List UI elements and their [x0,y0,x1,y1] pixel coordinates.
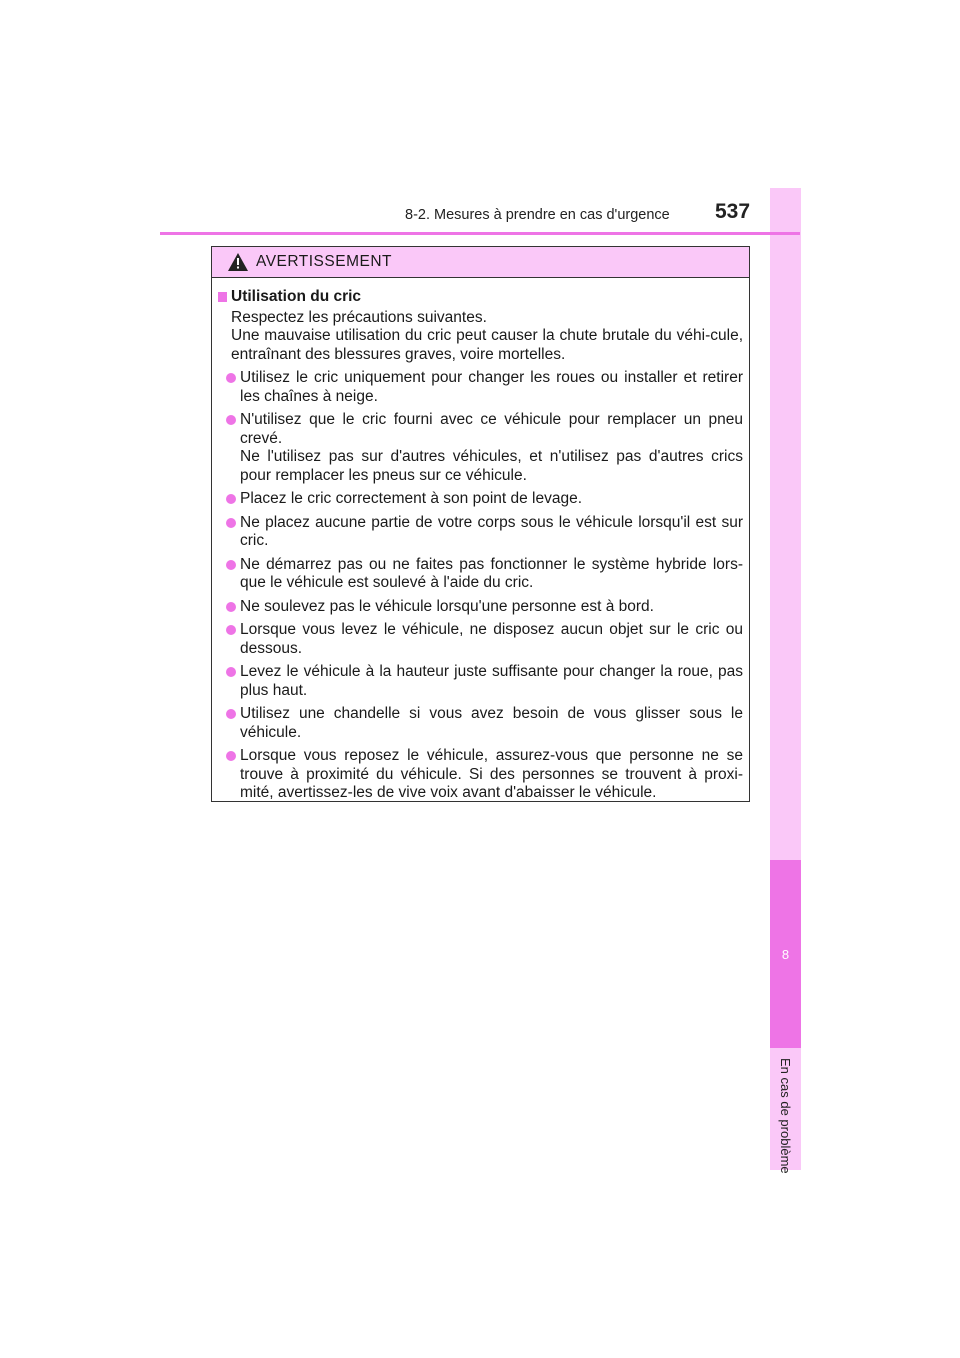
header-section-title: 8-2. Mesures à prendre en cas d'urgence [405,207,670,223]
warning-intro-line: Respectez les précautions suivantes. [231,308,487,326]
warning-subheading-text: Utilisation du cric [231,288,362,305]
warning-body [212,278,749,803]
warning-subheading [218,288,743,307]
list-item-paragraph: Ne soulevez pas le véhicule lorsqu'une personne est à bord. [240,597,654,615]
circle-bullet-icon [226,415,236,425]
list-item-paragraph: Utilisez une chandelle si vous avez besoin de vous glisser sous le véhicule. [240,705,743,741]
list-item [218,514,743,551]
circle-bullet-icon [226,560,236,570]
list-item-text [240,369,743,406]
warning-intro [218,309,743,365]
chapter-label: En cas de problème [778,1058,793,1174]
warning-bullet-list [218,369,743,803]
square-bullet-icon [218,292,227,302]
warning-box [211,246,750,802]
list-item [218,369,743,406]
warning-triangle-icon [228,253,248,271]
list-item [218,663,743,700]
warning-intro-line: Une mauvaise utilisation du cric peut causer la chute brutale du véhi-cule, entraînant des blessures graves, voire mortelles. [231,327,743,363]
header-rule [160,232,800,235]
list-item-paragraph: Lorsque vous levez le véhicule, ne disposez aucun objet sur le cric ou dessous. [240,621,743,657]
list-item [218,411,743,485]
list-item-text [240,514,743,551]
circle-bullet-icon [226,518,236,528]
list-item-text [240,411,743,485]
list-item-paragraph: Ne l'utilisez pas sur d'autres véhicules, et n'utilisez pas d'autres crics pour remplacer les pneus sur ce véhicule. [240,448,743,484]
list-item-text [240,490,743,509]
list-item-paragraph: N'utilisez que le cric fourni avec ce véhicule pour remplacer un pneu crevé. [240,411,743,447]
list-item-paragraph: Placez le cric correctement à son point de levage. [240,490,583,507]
list-item-paragraph: Ne démarrez pas ou ne faites pas fonctionner le système hybride lors-que le véhicule est soulevé à l'aide du cric. [240,555,743,591]
list-item-text [240,556,743,593]
list-item [218,621,743,658]
list-item [218,747,743,803]
circle-bullet-icon [226,602,236,612]
warning-header [212,247,749,278]
list-item-paragraph: Levez le véhicule à la hauteur juste suffisante pour changer la roue, pas plus haut. [240,663,743,699]
circle-bullet-icon [226,751,236,761]
page-number: 537 [715,200,751,223]
circle-bullet-icon [226,667,236,677]
list-item-text [240,621,743,658]
chapter-number: 8 [770,860,801,1048]
list-item [218,556,743,593]
list-item-text [240,747,743,803]
list-item-paragraph: Utilisez le cric uniquement pour changer les roues ou installer et retirer les chaînes à neige. [240,369,743,405]
list-item-paragraph: Ne placez aucune partie de votre corps sous le véhicule lorsqu'il est sur cric. [240,513,743,549]
list-item [218,705,743,742]
list-item-paragraph: Lorsque vous reposez le véhicule, assurez-vous que personne ne se trouve à proximité du véhicule. Si des personnes se trouvent à proxi-mité, avertissez-les de vive voix avant d'abaisser le véhicule. [240,747,743,801]
list-item-text [240,663,743,700]
circle-bullet-icon [226,625,236,635]
list-item-text [240,598,743,617]
circle-bullet-icon [226,709,236,719]
list-item-text [240,705,743,742]
warning-title: AVERTISSEMENT [256,253,392,270]
list-item [218,598,743,617]
circle-bullet-icon [226,494,236,504]
circle-bullet-icon [226,373,236,383]
chapter-side-tab [770,188,801,1174]
list-item [218,490,743,509]
